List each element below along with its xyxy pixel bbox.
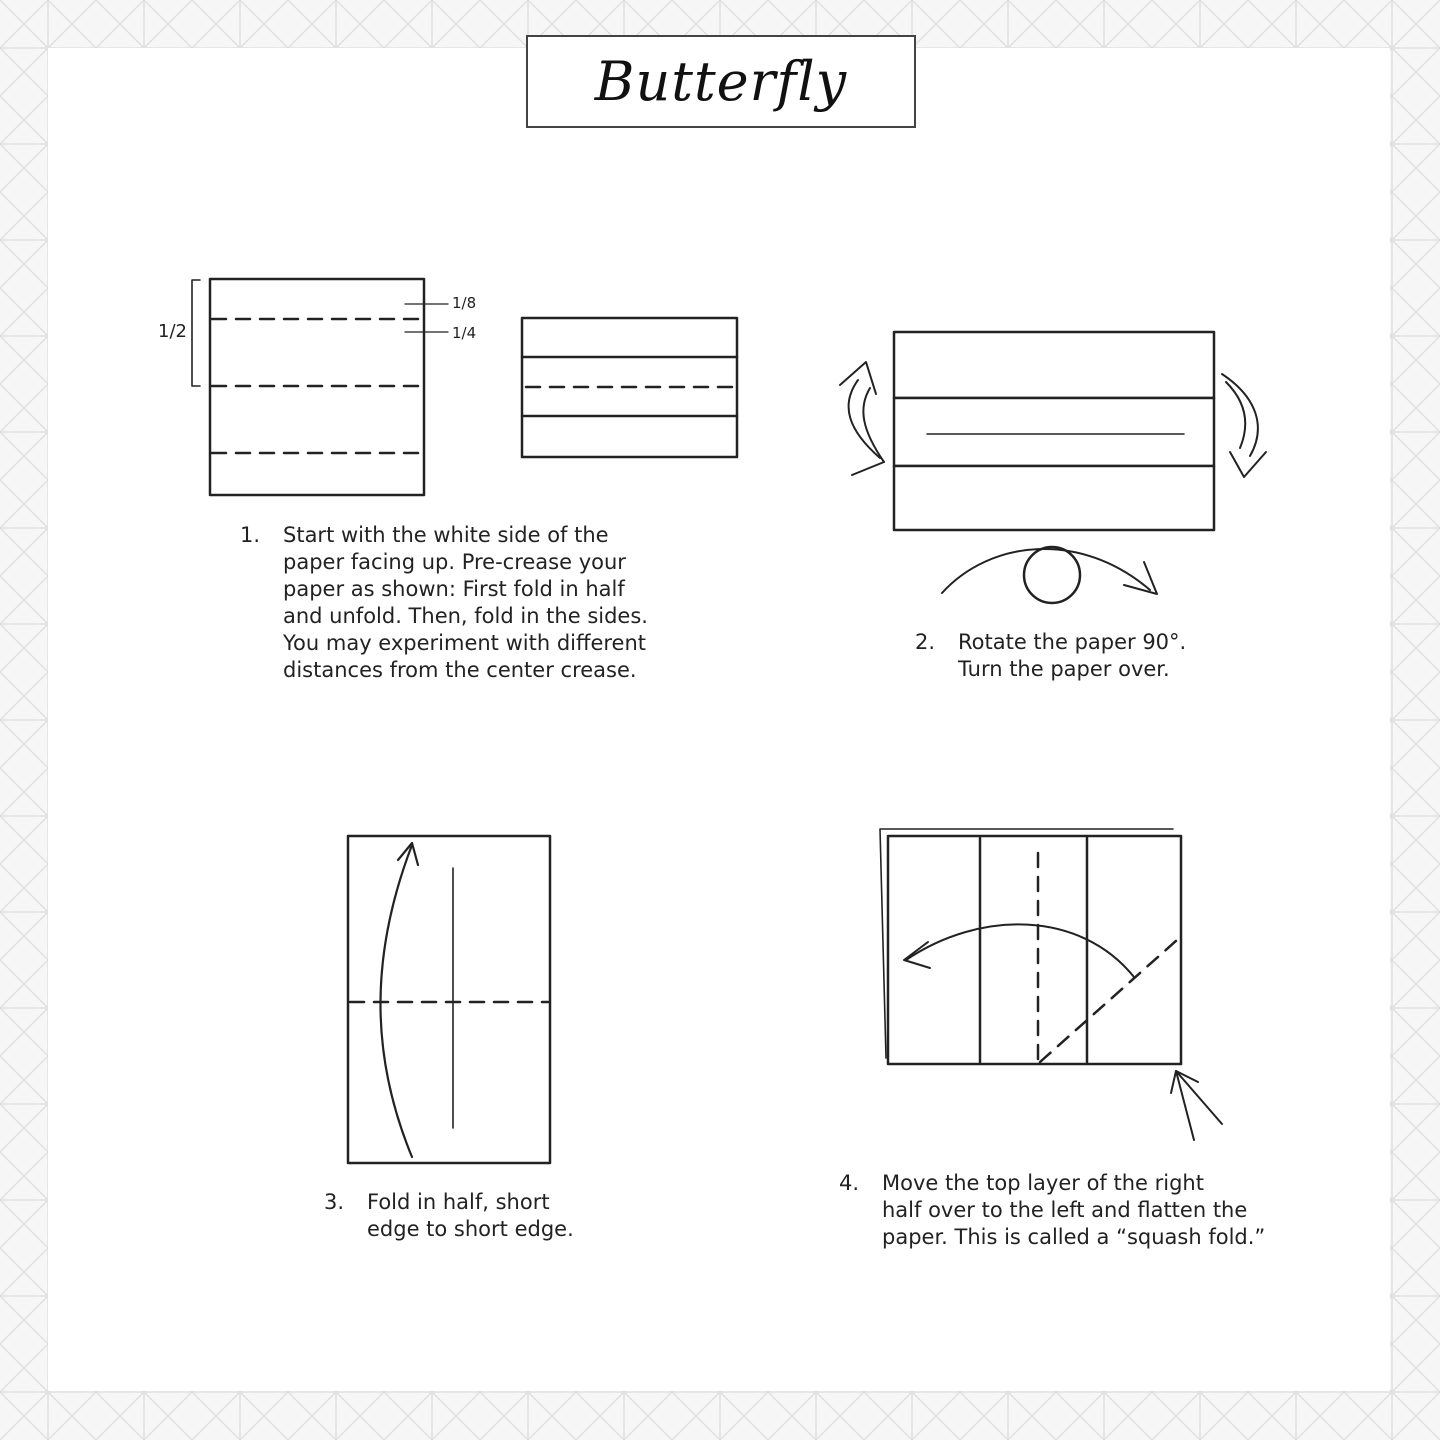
half-label: 1/2: [158, 321, 187, 342]
step-number: 1.: [240, 523, 261, 547]
step1-folded-diagram: [522, 318, 737, 457]
step-number: 3.: [324, 1190, 345, 1214]
step-3-instructions: [324, 1189, 574, 1243]
step4-diagram: [880, 829, 1222, 1140]
step-text-line: Fold in half, short: [367, 1190, 550, 1214]
page-title: Butterfly: [594, 50, 848, 113]
eighth-label: 1/8: [452, 294, 477, 312]
step-text-line: paper facing up. Pre-crease your: [283, 550, 626, 574]
step-number: 4.: [839, 1171, 860, 1195]
step-text-line: paper. This is called a “squash fold.”: [882, 1225, 1266, 1249]
step-text-line: paper as shown: First fold in half: [283, 577, 625, 601]
step-text-line: distances from the center crease.: [283, 658, 637, 682]
step-number: 2.: [915, 630, 936, 654]
step-text-line: You may experiment with different: [283, 631, 647, 655]
step-text-line: Start with the white side of the: [283, 523, 609, 547]
step-text-line: and unfold. Then, fold in the sides.: [283, 604, 648, 628]
step2-diagram: [840, 332, 1266, 603]
rotate-arrow-icon: [942, 547, 1157, 603]
turn-over-right-arrow-icon: [1222, 374, 1266, 477]
step3-diagram: [348, 836, 550, 1163]
step-2-instructions: [915, 629, 1186, 683]
step-4-instructions: [839, 1170, 1265, 1251]
squash-direction-arrow-icon: [1171, 1071, 1222, 1140]
step-text-line: Turn the paper over.: [958, 657, 1170, 681]
step-text-line: edge to short edge.: [367, 1217, 574, 1241]
step1-square-diagram: [192, 279, 448, 495]
turn-over-left-arrow-icon: [840, 362, 884, 475]
step-text-line: half over to the left and flatten the: [882, 1198, 1248, 1222]
step-text-line: Rotate the paper 90°.: [958, 630, 1187, 654]
step-text-line: Move the top layer of the right: [882, 1171, 1204, 1195]
step-1-instructions: [240, 522, 648, 684]
quarter-label: 1/4: [452, 324, 477, 342]
